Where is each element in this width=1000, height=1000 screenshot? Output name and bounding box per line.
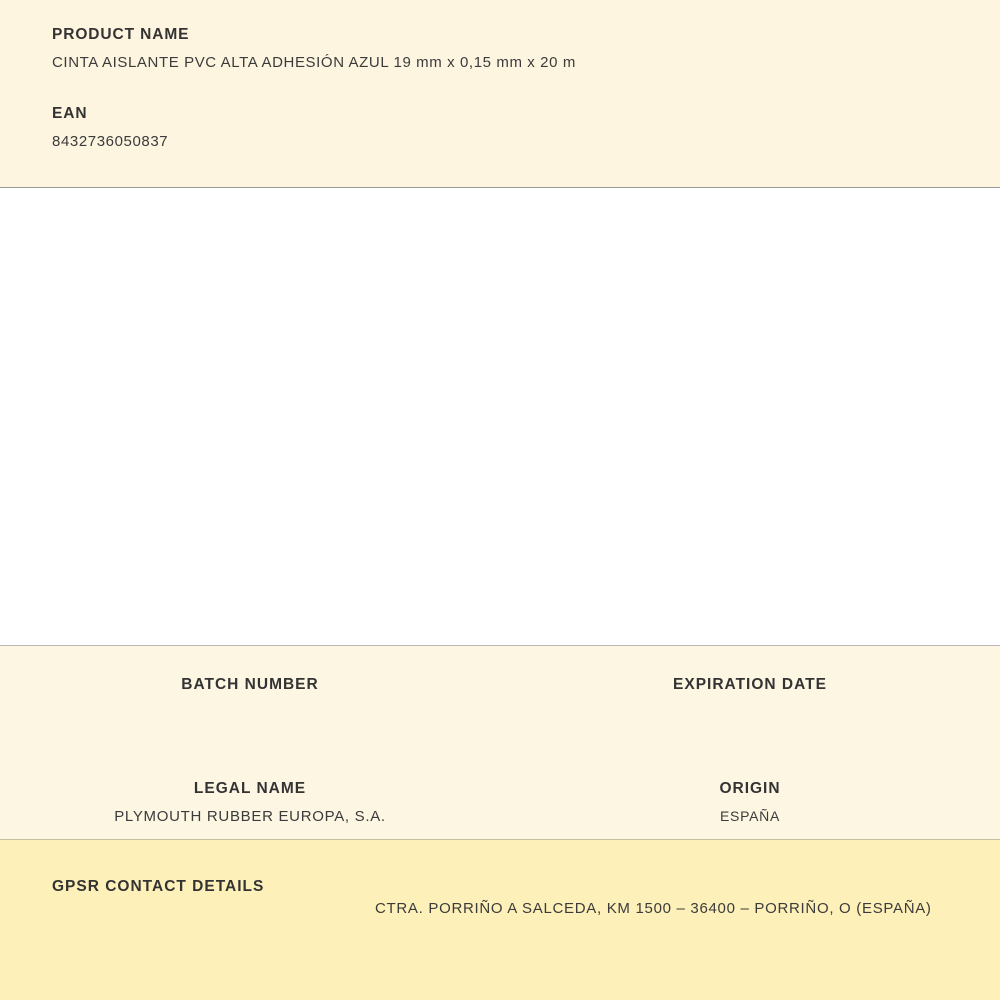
batch-expiration-row bbox=[0, 646, 1000, 722]
product-name-value: CINTA AISLANTE PVC ALTA ADHESIÓN AZUL 19 mm x 0,15 mm x 20 m bbox=[52, 54, 576, 71]
expiration-date-value bbox=[500, 704, 1000, 722]
origin-value: ESPAÑA bbox=[720, 808, 780, 824]
info-block bbox=[0, 646, 1000, 840]
gpsr-address: CTRA. PORRIÑO A SALCEDA, KM 1500 – 36400 – PORRIÑO, O (ESPAÑA) bbox=[375, 900, 932, 917]
header-spacer bbox=[52, 71, 1000, 105]
ean-label: EAN bbox=[52, 105, 88, 122]
batch-number-value bbox=[0, 704, 500, 722]
image-placeholder-area bbox=[0, 188, 1000, 646]
expiration-date-cell bbox=[500, 676, 1000, 722]
gpsr-block bbox=[0, 840, 1000, 1000]
ean-value: 8432736050837 bbox=[52, 133, 169, 150]
legal-name-value: PLYMOUTH RUBBER EUROPA, S.A. bbox=[114, 808, 386, 825]
legal-name-cell bbox=[0, 780, 500, 826]
batch-number-cell bbox=[0, 676, 500, 722]
batch-number-label: BATCH NUMBER bbox=[181, 676, 319, 693]
gpsr-title: GPSR CONTACT DETAILS bbox=[52, 878, 265, 895]
product-name-label: PRODUCT NAME bbox=[52, 26, 190, 43]
legal-origin-row bbox=[0, 722, 1000, 826]
legal-name-label: LEGAL NAME bbox=[193, 780, 307, 797]
expiration-date-label: EXPIRATION DATE bbox=[673, 676, 827, 693]
product-header-block bbox=[0, 0, 1000, 188]
origin-label: ORIGIN bbox=[719, 780, 781, 797]
origin-cell bbox=[500, 780, 1000, 826]
